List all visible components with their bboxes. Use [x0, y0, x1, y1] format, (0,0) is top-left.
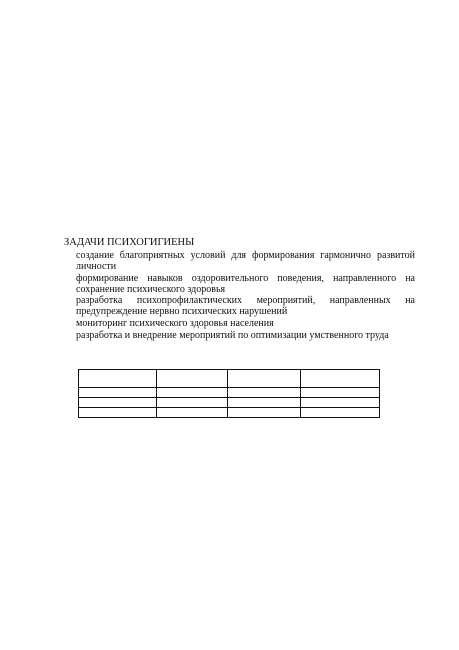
- task-item: создание благоприятных условий для формирования гармонично развитой личности: [76, 250, 415, 272]
- table-cell: [228, 408, 300, 418]
- table-row: [79, 370, 380, 388]
- table-cell: [228, 398, 300, 408]
- table-cell: [157, 370, 228, 388]
- table-cell: [79, 388, 157, 398]
- section-heading: ЗАДАЧИ ПСИХОГИГИЕНЫ: [64, 237, 195, 248]
- table-row: [79, 408, 380, 418]
- table-cell: [157, 408, 228, 418]
- task-item: формирование навыков оздоровительного поведения, направленного на сохранение психического здоровья: [76, 273, 415, 295]
- table-cell: [157, 398, 228, 408]
- task-item: разработка и внедрение мероприятий по оптимизации умственного труда: [76, 330, 389, 341]
- table-cell: [300, 388, 379, 398]
- empty-table: [78, 369, 380, 418]
- table-cell: [157, 388, 228, 398]
- table-cell: [228, 388, 300, 398]
- task-item: мониторинг психического здоровья населения: [76, 318, 274, 329]
- table-cell: [300, 370, 379, 388]
- task-item: разработка психопрофилактических мероприятий, направленных на предупреждение нервно психических нарушений: [76, 295, 415, 317]
- table-row: [79, 398, 380, 408]
- table-cell: [79, 398, 157, 408]
- table-cell: [300, 398, 379, 408]
- table-cell: [228, 370, 300, 388]
- table-row: [79, 388, 380, 398]
- table-cell: [79, 408, 157, 418]
- table-cell: [79, 370, 157, 388]
- table-cell: [300, 408, 379, 418]
